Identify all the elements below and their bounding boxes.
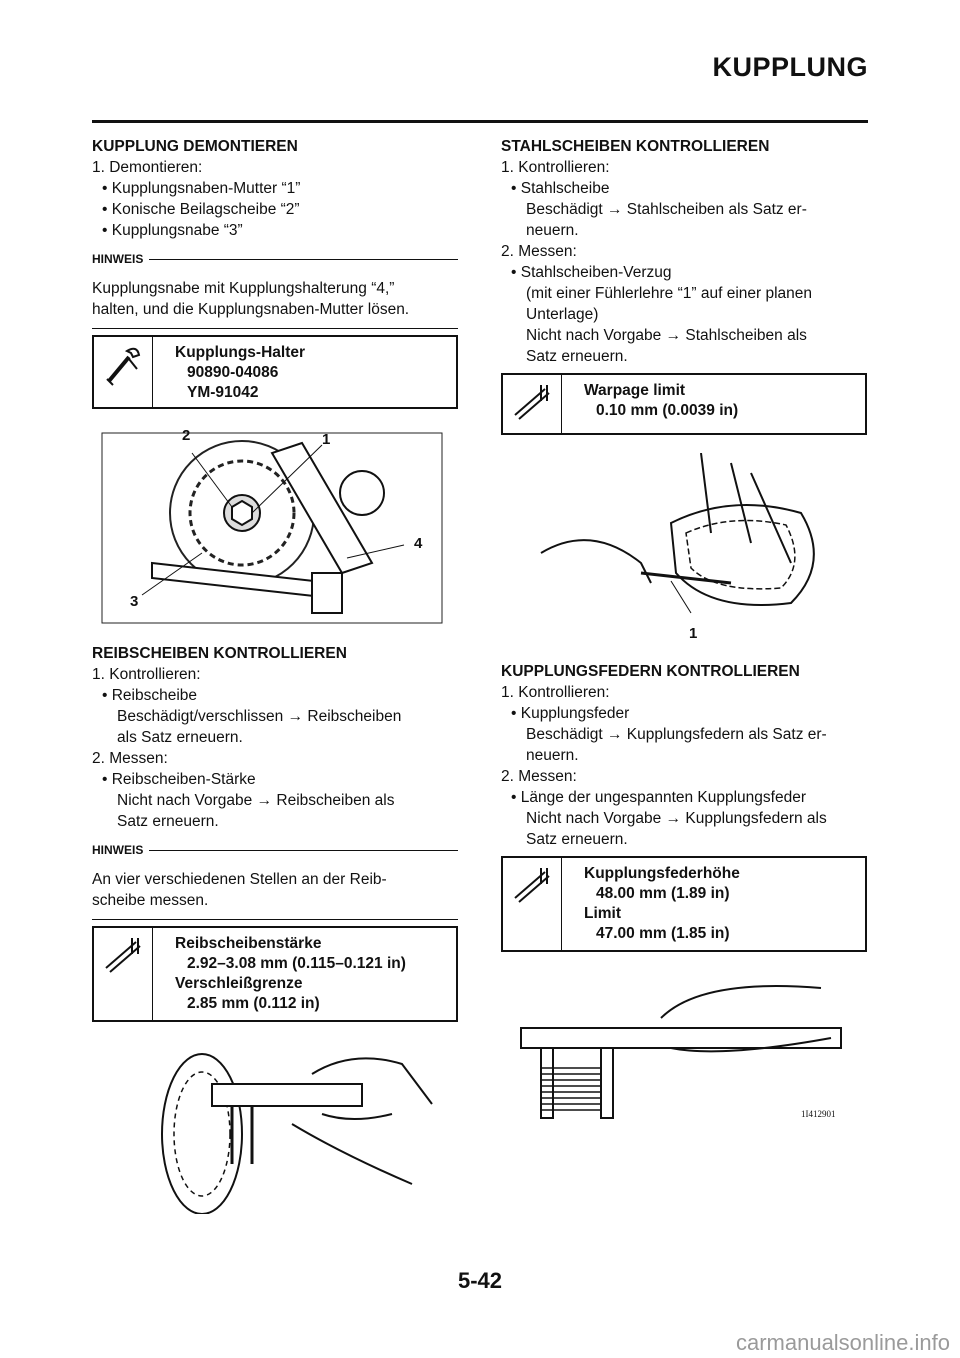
spec-box (501, 373, 867, 435)
bullet-text: Beschädigt → Stahlscheiben als Satz er- (526, 201, 807, 218)
step-text: 1. Kontrollieren: (501, 684, 610, 701)
callout-2: 2 (182, 427, 191, 444)
note-text: Kupplungsnabe mit Kupplungshalterung “4,” (92, 280, 395, 297)
tool-number: YM-91042 (187, 384, 259, 401)
step-text: 2. Messen: (92, 750, 168, 767)
step-text: 1. Demontieren: (92, 159, 203, 176)
spec-title: Warpage limit (584, 382, 686, 399)
note-end-rule (92, 919, 458, 920)
note-text: An vier verschiedenen Stellen an der Reib- (92, 871, 387, 888)
note-header (92, 840, 458, 861)
left-column (92, 136, 458, 1214)
spec-title: Kupplungsfederhöhe (584, 865, 740, 882)
bullet-text: • Stahlscheibe (511, 180, 610, 197)
section-heading: KUPPLUNG DEMONTIEREN (92, 138, 298, 155)
bullet-text: Unterlage) (526, 306, 599, 323)
note-text: scheibe messen. (92, 892, 209, 909)
callout-1: 1 (322, 431, 331, 448)
caliper-icon (94, 928, 153, 1020)
bullet-text: Satz erneuern. (117, 813, 219, 830)
steel-plate-warpage-figure (501, 453, 867, 653)
spring-length-figure (501, 978, 867, 1148)
bullet-text: • Kupplungsfeder (511, 705, 630, 722)
bullet-text: • Reibscheibe (102, 687, 198, 704)
spec-box (501, 856, 867, 952)
friction-plate-caliper-figure (92, 1044, 458, 1214)
note-rule (149, 259, 458, 260)
bullet-text: • Konische Beilagscheibe “2” (102, 201, 300, 218)
title-rule (92, 120, 868, 123)
spec-limit-value: 2.85 mm (0.112 in) (187, 995, 320, 1012)
callout-1: 1 (689, 625, 698, 642)
note-label: HINWEIS (92, 843, 144, 857)
callout-3: 3 (130, 593, 139, 610)
note-header (92, 249, 458, 270)
note-text: halten, und die Kupplungsnaben-Mutter lösen. (92, 301, 410, 318)
note-end-rule (92, 328, 458, 329)
bullet-text: Nicht nach Vorgabe → Stahlscheiben als (526, 327, 807, 344)
bullet-text: neuern. (526, 747, 579, 764)
bullet-text: • Kupplungsnaben-Mutter “1” (102, 180, 301, 197)
bullet-text: Beschädigt/verschlissen → Reibscheiben (117, 708, 402, 725)
watermark: carmanualsonline.info (735, 1330, 950, 1355)
right-column (501, 136, 867, 1148)
spec-box (92, 926, 458, 1022)
bullet-text: Nicht nach Vorgabe → Kupplungsfedern als (526, 810, 827, 827)
spec-title: Reibscheibenstärke (175, 935, 322, 952)
page-title: KUPPLUNG (712, 52, 868, 82)
tool-name: Kupplungs-Halter (175, 344, 306, 361)
bullet-text: Satz erneuern. (526, 831, 628, 848)
bullet-text: Satz erneuern. (526, 348, 628, 365)
bullet-text: Beschädigt → Kupplungsfedern als Satz er- (526, 726, 827, 743)
note-label: HINWEIS (92, 252, 144, 266)
section-heading: KUPPLUNGSFEDERN KONTROLLIEREN (501, 663, 800, 680)
bullet-text: als Satz erneuern. (117, 729, 243, 746)
page-number: 5-42 (457, 1268, 503, 1293)
wrench-tool-icon (94, 337, 153, 407)
bullet-text: (mit einer Fühlerlehre “1” auf einer planen (526, 285, 813, 302)
bullet-text: • Länge der ungespannten Kupplungsfeder (511, 789, 806, 806)
bullet-text: neuern. (526, 222, 579, 239)
bullet-text: Nicht nach Vorgabe → Reibscheiben als (117, 792, 395, 809)
tool-number: 90890-04086 (187, 364, 279, 381)
bullet-text: • Stahlscheiben-Verzug (511, 264, 672, 281)
section-heading: STAHLSCHEIBEN KONTROLLIEREN (501, 138, 770, 155)
spec-limit-title: Verschleißgrenze (175, 975, 303, 992)
step-text: 1. Kontrollieren: (501, 159, 610, 176)
step-text: 2. Messen: (501, 768, 577, 785)
clutch-holder-figure (92, 423, 458, 635)
tool-box (92, 335, 458, 409)
step-text: 1. Kontrollieren: (92, 666, 201, 683)
spec-value: 0.10 mm (0.0039 in) (596, 402, 739, 419)
note-rule (149, 850, 458, 851)
callout-4: 4 (414, 535, 423, 552)
step-text: 2. Messen: (501, 243, 577, 260)
bullet-text: • Reibscheiben-Stärke (102, 771, 256, 788)
section-heading: REIBSCHEIBEN KONTROLLIEREN (92, 645, 347, 662)
caliper-icon (503, 858, 562, 950)
spec-limit-title: Limit (584, 905, 622, 922)
spec-value: 48.00 mm (1.89 in) (596, 885, 730, 902)
spec-value: 2.92–3.08 mm (0.115–0.121 in) (187, 955, 406, 972)
figure-code: 1I412901 (801, 1109, 836, 1119)
caliper-icon (503, 375, 562, 433)
bullet-text: • Kupplungsnabe “3” (102, 222, 243, 239)
spec-limit-value: 47.00 mm (1.85 in) (596, 925, 730, 942)
